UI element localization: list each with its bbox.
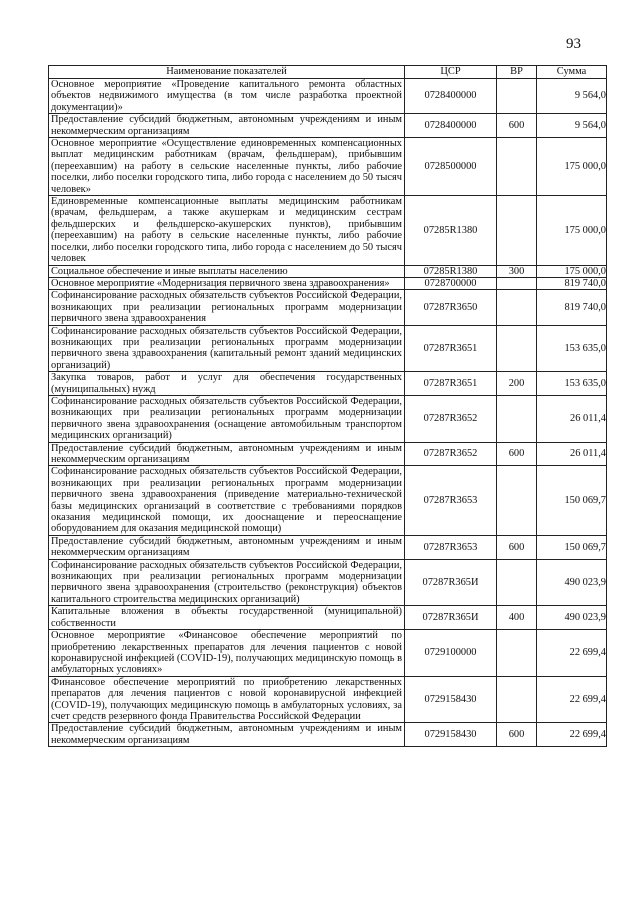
table-row [49, 79, 607, 114]
row-sum-cell: 490 023,9 [537, 606, 607, 630]
table-row [49, 277, 607, 289]
row-vr-cell [497, 395, 537, 442]
row-sum-cell: 819 740,0 [537, 290, 607, 325]
table-row [49, 442, 607, 466]
row-sum-cell: 150 069,7 [537, 466, 607, 535]
row-csr-cell: 07285R1380 [405, 265, 497, 277]
header-sum: Сумма [537, 66, 607, 79]
table-row [49, 196, 607, 265]
row-name-cell: Предоставление субсидий бюджетным, автономным учреждениям и иным некоммерческим организациям [49, 535, 405, 559]
table-row [49, 466, 607, 535]
row-sum-cell: 26 011,4 [537, 395, 607, 442]
row-sum-cell: 175 000,0 [537, 138, 607, 196]
row-vr-cell [497, 325, 537, 372]
row-csr-cell: 07287R3652 [405, 395, 497, 442]
row-sum-cell: 153 635,0 [537, 372, 607, 396]
row-vr-cell: 400 [497, 606, 537, 630]
header-name: Наименование показателей [49, 66, 405, 79]
table-row [49, 138, 607, 196]
row-csr-cell: 0728500000 [405, 138, 497, 196]
row-name-cell: Софинансирование расходных обязательств субъектов Российской Федерации, возникающих при реализации региональных программ модернизации первичного звена здравоохранения [49, 290, 405, 325]
row-vr-cell [497, 138, 537, 196]
table-row [49, 395, 607, 442]
row-sum-cell: 26 011,4 [537, 442, 607, 466]
row-name-cell: Основное мероприятие «Проведение капитального ремонта областных объектов недвижимого имущества (в том числе разработка проектной документации)» [49, 79, 405, 114]
row-vr-cell: 600 [497, 535, 537, 559]
row-sum-cell: 9 564,0 [537, 114, 607, 138]
row-csr-cell: 07287R3650 [405, 290, 497, 325]
row-csr-cell: 07287R3653 [405, 535, 497, 559]
row-sum-cell: 22 699,4 [537, 676, 607, 723]
row-name-cell: Закупка товаров, работ и услуг для обеспечения государственных (муниципальных) нужд [49, 372, 405, 396]
row-csr-cell: 0729158430 [405, 676, 497, 723]
row-vr-cell: 600 [497, 723, 537, 747]
table-row [49, 723, 607, 747]
row-name-cell: Единовременные компенсационные выплаты медицинским работникам (врачам, фельдшерам, а также акушеркам и медицинским сестрам фельдшерских и фельдшерско-акушерских пунктов), прибывшим (переехавшим) на работу в сельские населенные пункты, либо рабочие поселки, либо поселки городского типа, либо города с населением до 50 тысяч человек [49, 196, 405, 265]
row-vr-cell [497, 196, 537, 265]
row-sum-cell: 175 000,0 [537, 196, 607, 265]
table-body [49, 79, 607, 747]
row-name-cell: Основное мероприятие «Осуществление единовременных компенсационных выплат медицинским работникам (врачам, фельдшерам), прибывшим (переехавшим) на работу в сельские населенные пункты, либо рабочие поселки, либо поселки городского типа, либо города с населением до 50 тысяч человек» [49, 138, 405, 196]
row-name-cell: Софинансирование расходных обязательств субъектов Российской Федерации, возникающих при реализации региональных программ модернизации первичного звена здравоохранения (приведение материально-технической базы медицинских организаций в соответствие с требованиями порядков оказания медицинской помощи, их дооснащение и переоснащение оборудованием для оказания медицинской помощи) [49, 466, 405, 535]
row-sum-cell: 22 699,4 [537, 723, 607, 747]
row-vr-cell [497, 79, 537, 114]
row-vr-cell [497, 466, 537, 535]
table-row [49, 606, 607, 630]
row-sum-cell: 9 564,0 [537, 79, 607, 114]
row-sum-cell: 490 023,9 [537, 559, 607, 606]
table-row [49, 559, 607, 606]
row-vr-cell: 600 [497, 442, 537, 466]
row-name-cell: Софинансирование расходных обязательств субъектов Российской Федерации, возникающих при реализации региональных программ модернизации первичного звена здравоохранения (строительство (реконструкция) объектов капитального строительства медицинских организаций) [49, 559, 405, 606]
row-vr-cell [497, 676, 537, 723]
row-name-cell: Финансовое обеспечение мероприятий по приобретению лекарственных препаратов для лечения пациентов с новой коронавирусной инфекцией (COVID-19), получающих медицинскую помощь в амбулаторных условиях, за счет средств резервного фонда Правительства Российской Федерации [49, 676, 405, 723]
row-name-cell: Софинансирование расходных обязательств субъектов Российской Федерации, возникающих при реализации региональных программ модернизации первичного звена здравоохранения (оснащение автомобильным транспортом медицинских организаций) [49, 395, 405, 442]
row-sum-cell: 819 740,0 [537, 277, 607, 289]
row-sum-cell: 22 699,4 [537, 630, 607, 677]
table-header [49, 66, 607, 79]
row-name-cell: Предоставление субсидий бюджетным, автономным учреждениям и иным некоммерческим организациям [49, 114, 405, 138]
table-row [49, 114, 607, 138]
table-row [49, 630, 607, 677]
row-vr-cell [497, 559, 537, 606]
row-name-cell: Основное мероприятие «Модернизация первичного звена здравоохранения» [49, 277, 405, 289]
header-csr: ЦСР [405, 66, 497, 79]
row-vr-cell: 600 [497, 114, 537, 138]
row-vr-cell [497, 630, 537, 677]
row-csr-cell: 07287R3651 [405, 372, 497, 396]
row-csr-cell: 0729100000 [405, 630, 497, 677]
row-name-cell: Социальное обеспечение и иные выплаты населению [49, 265, 405, 277]
row-csr-cell: 0728400000 [405, 79, 497, 114]
table-row [49, 535, 607, 559]
table-row [49, 325, 607, 372]
table-row [49, 265, 607, 277]
budget-table [48, 65, 607, 747]
row-vr-cell: 300 [497, 265, 537, 277]
row-name-cell: Основное мероприятие «Финансовое обеспечение мероприятий по приобретению лекарственных препаратов для лечения пациентов с новой коронавирусной инфекцией (COVID-19), получающих медицинскую помощь в амбулаторных условиях» [49, 630, 405, 677]
row-csr-cell: 0728400000 [405, 114, 497, 138]
row-sum-cell: 153 635,0 [537, 325, 607, 372]
row-csr-cell: 07285R1380 [405, 196, 497, 265]
row-csr-cell: 07287R365И [405, 606, 497, 630]
header-vr: ВР [497, 66, 537, 79]
row-vr-cell [497, 290, 537, 325]
row-vr-cell [497, 277, 537, 289]
row-csr-cell: 0729158430 [405, 723, 497, 747]
table-row [49, 676, 607, 723]
row-csr-cell: 07287R3653 [405, 466, 497, 535]
table-row [49, 290, 607, 325]
row-name-cell: Софинансирование расходных обязательств субъектов Российской Федерации, возникающих при реализации региональных программ модернизации первичного звена здравоохранения (капитальный ремонт зданий медицинских организаций) [49, 325, 405, 372]
page-number: 93 [566, 36, 581, 52]
row-csr-cell: 0728700000 [405, 277, 497, 289]
row-csr-cell: 07287R365И [405, 559, 497, 606]
row-name-cell: Предоставление субсидий бюджетным, автономным учреждениям и иным некоммерческим организациям [49, 723, 405, 747]
row-csr-cell: 07287R3651 [405, 325, 497, 372]
row-csr-cell: 07287R3652 [405, 442, 497, 466]
row-sum-cell: 175 000,0 [537, 265, 607, 277]
header-row [49, 66, 607, 79]
table-row [49, 372, 607, 396]
row-vr-cell: 200 [497, 372, 537, 396]
row-name-cell: Предоставление субсидий бюджетным, автономным учреждениям и иным некоммерческим организациям [49, 442, 405, 466]
row-name-cell: Капитальные вложения в объекты государственной (муниципальной) собственности [49, 606, 405, 630]
row-sum-cell: 150 069,7 [537, 535, 607, 559]
